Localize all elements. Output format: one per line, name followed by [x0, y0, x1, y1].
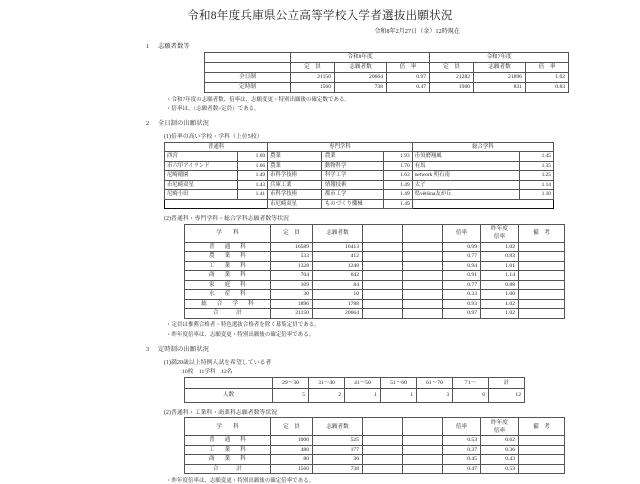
age-distribution-table — [184, 377, 525, 403]
table-row — [185, 455, 565, 465]
sogo-ratio: 1.45 — [520, 152, 554, 162]
futsu-school: 尼崎稲園 — [165, 171, 238, 181]
row-label-ninzu: 人数 — [185, 388, 273, 402]
col-teiin-previous: 定 員 — [430, 63, 474, 73]
sogo-school: 市須磨翔風 — [412, 152, 520, 162]
col-bairitsu: 倍率 — [443, 224, 481, 242]
cell-blank-1 — [363, 309, 403, 319]
empty-cell — [412, 199, 520, 209]
cell-shigan: 10 — [313, 290, 363, 300]
cell-bairitsu: 0.77 — [443, 280, 481, 290]
cell-count-29-30: 5 — [273, 388, 309, 402]
senmon-school: 兵庫工業 — [268, 180, 322, 190]
section-2-heading — [146, 118, 640, 127]
cell-teiin-prev: 21282 — [430, 73, 474, 83]
futsu-ratio: 1.49 — [237, 171, 267, 181]
empty-cell — [165, 199, 238, 209]
cell-last-bairitsu: 1.02 — [481, 242, 519, 252]
row-gakka: 工 業 科 — [185, 445, 271, 455]
cell-shigan: 16413 — [313, 242, 363, 252]
section-3-title: 定時制の出願状況 — [158, 345, 210, 353]
cell-shigan: 20664 — [335, 73, 387, 83]
table-row — [185, 290, 565, 300]
table-row — [205, 73, 569, 83]
col-shigan: 志願者数 — [313, 224, 363, 242]
col-age-total: 計 — [489, 377, 525, 388]
section-3-number: 3 — [146, 345, 150, 353]
row-gakka: 工 業 科 — [185, 261, 271, 271]
section-2-note-2: ・昨年度倍率は、志願変更・特別出願後の確定倍率である。 — [166, 331, 315, 338]
cell-bairitsu-prev: 1.02 — [526, 73, 569, 83]
table-row — [185, 436, 565, 446]
table-row — [185, 299, 565, 309]
cell-shigan: 177 — [313, 445, 363, 455]
col-age-31-40: 31～40 — [309, 377, 345, 388]
cell-last-bairitsu: 0.62 — [481, 436, 519, 446]
col-last-bairitsu — [481, 418, 519, 436]
table-total-row — [185, 464, 565, 474]
sogo-school: 太子 — [412, 180, 520, 190]
row-label-teiji: 定時制 — [205, 83, 291, 93]
cell-blank-2 — [403, 242, 443, 252]
cell-biko — [519, 445, 565, 455]
cell-shigan: 1248 — [313, 261, 363, 271]
row-gakka: 普 通 科 — [185, 242, 271, 252]
row-gakka: 家 庭 科 — [185, 280, 271, 290]
senmon-dept: 農業 — [321, 152, 383, 162]
top-ratio-schools-table — [164, 142, 554, 210]
table-row — [165, 152, 554, 162]
table-header-row — [185, 418, 565, 436]
cell-blank-1 — [363, 261, 403, 271]
col-gakka: 学 科 — [185, 418, 271, 436]
cell-blank-2 — [403, 252, 443, 262]
cell-teiin: 1560 — [291, 83, 335, 93]
senmon-school: 市科学技術 — [268, 171, 322, 181]
cell-bairitsu: 0.33 — [443, 290, 481, 300]
table-row — [185, 261, 565, 271]
cell-biko — [519, 242, 565, 252]
table-row — [165, 199, 554, 209]
futsu-ratio: 1.41 — [237, 190, 267, 200]
sogo-school: network 明石南 — [412, 171, 520, 181]
col-bairitsu-previous: 倍 率 — [526, 63, 569, 73]
cell-biko — [519, 271, 565, 281]
row-label-zennichi: 全日制 — [205, 73, 291, 83]
futsu-ratio: 1.43 — [237, 180, 267, 190]
table-row — [205, 83, 569, 93]
cell-shigan: 738 — [335, 83, 387, 93]
senmon-ratio: 1.49 — [383, 190, 412, 200]
table-total-row — [185, 309, 565, 319]
table-header-row — [165, 142, 554, 152]
cell-blank-2 — [403, 290, 443, 300]
col-age-29-30: 29～30 — [273, 377, 309, 388]
group-header-sogo: 総合学科 — [412, 142, 553, 152]
senmon-ratio: 1.49 — [383, 199, 412, 209]
col-age-61-70: 61～70 — [417, 377, 453, 388]
cell-count-61-70: 3 — [417, 388, 453, 402]
col-age-71-plus: 71～ — [453, 377, 489, 388]
senmon-dept: 科学工学 — [321, 171, 383, 181]
col-teiin: 定 員 — [271, 224, 313, 242]
sogo-school: 県většina友が丘 — [412, 190, 520, 200]
table-row — [165, 180, 554, 190]
section-2-sub1-heading: (1)倍率の高い学校・学科（上位5校） — [164, 134, 263, 140]
cell-blank-1 — [363, 436, 403, 446]
table-row — [165, 171, 554, 181]
cell-teiin: 30 — [271, 290, 313, 300]
cell-shigan-prev: 831 — [474, 83, 526, 93]
corner-cell — [185, 377, 273, 388]
cell-last-bairitsu: 0.88 — [481, 280, 519, 290]
table-row — [185, 388, 525, 402]
col-bairitsu: 倍率 — [443, 418, 481, 436]
sogo-ratio: 1.35 — [520, 161, 554, 171]
cell-bairitsu: 0.47 — [387, 83, 430, 93]
cell-teiin: 21150 — [291, 73, 335, 83]
cell-count-71-plus: 0 — [453, 388, 489, 402]
cell-bairitsu: 0.94 — [443, 261, 481, 271]
department-stats-table — [184, 224, 565, 319]
row-gakka: 総 合 学 科 — [185, 299, 271, 309]
col-blank-1 — [363, 224, 403, 242]
futsu-school: 市尼崎双星 — [165, 180, 238, 190]
cell-blank-2 — [403, 455, 443, 465]
cell-bairitsu: 0.97 — [387, 73, 430, 83]
section-1-title: 志願者数等 — [158, 43, 190, 50]
cell-shigan: 525 — [313, 436, 363, 446]
cell-teiin: 1896 — [271, 299, 313, 309]
cell-bairitsu-total: 0.47 — [443, 464, 481, 474]
section-2-number: 2 — [146, 120, 150, 127]
corner-cell — [205, 53, 291, 63]
cell-blank-1 — [363, 445, 403, 455]
section-3-sub1-heading: (1)満20歳以上特例入試を希望している者 — [164, 359, 272, 366]
col-last-bairitsu-line1: 昨年度 — [491, 226, 508, 232]
cell-count-41-50: 1 — [345, 388, 381, 402]
cell-bairitsu: 0.99 — [443, 242, 481, 252]
cell-blank-2 — [403, 464, 443, 474]
cell-blank-1 — [363, 271, 403, 281]
cell-bairitsu: 0.91 — [443, 271, 481, 281]
sogo-school: 有馬 — [412, 161, 520, 171]
section-1-note-2: ・倍率は、（志願者数÷定員）である。 — [166, 106, 260, 112]
futsu-ratio: 1.69 — [237, 152, 267, 162]
cell-blank-2 — [403, 445, 443, 455]
senmon-ratio: 1.93 — [383, 152, 412, 162]
cell-last-bairitsu: 1.02 — [481, 299, 519, 309]
col-teiin: 定 員 — [271, 418, 313, 436]
year-current-header: 令和8年度 — [291, 53, 430, 63]
cell-biko — [519, 252, 565, 262]
cell-count-31-40: 2 — [309, 388, 345, 402]
cell-teiin: 533 — [271, 252, 313, 262]
col-teiin-current: 定 員 — [291, 63, 335, 73]
cell-biko — [519, 290, 565, 300]
year-previous-header: 令和7年度 — [430, 53, 569, 63]
col-blank-1 — [363, 418, 403, 436]
section-3-heading — [146, 344, 640, 353]
cell-teiin: 109 — [271, 280, 313, 290]
cell-blank-2 — [403, 436, 443, 446]
sogo-ratio: 1.10 — [520, 190, 554, 200]
col-biko: 備 考 — [519, 224, 565, 242]
cell-teiin: 16589 — [271, 242, 313, 252]
cell-count-51-60: 1 — [381, 388, 417, 402]
cell-shigan-prev: 21896 — [474, 73, 526, 83]
col-shigan: 志願者数 — [313, 418, 363, 436]
sogo-ratio: 1.14 — [520, 180, 554, 190]
col-shigan-previous: 志願者数 — [474, 63, 526, 73]
senmon-school: 市科学技術 — [268, 190, 322, 200]
senmon-school: 農業 — [268, 152, 322, 162]
cell-blank-1 — [363, 299, 403, 309]
col-gakka: 学 科 — [185, 224, 271, 242]
row-gakka: 商 業 科 — [185, 271, 271, 281]
col-biko: 備 考 — [519, 418, 565, 436]
cell-bairitsu: 0.45 — [443, 455, 481, 465]
cell-blank-1 — [363, 280, 403, 290]
section-1-number: 1 — [146, 43, 150, 50]
cell-teiin-total: 21150 — [271, 309, 313, 319]
table-row — [185, 271, 565, 281]
table-row — [185, 242, 565, 252]
cell-blank-2 — [403, 271, 443, 281]
cell-bairitsu-total: 0.97 — [443, 309, 481, 319]
row-gakka-total: 合 計 — [185, 309, 271, 319]
cell-teiin: 1328 — [271, 261, 313, 271]
section-3-sub2-heading: (2)普通科・工業科・商業科志願者数等状況 — [164, 409, 278, 416]
cell-blank-1 — [363, 290, 403, 300]
group-header-futsu: 普通科 — [165, 142, 268, 152]
cell-last-bairitsu-total: 0.53 — [481, 464, 519, 474]
cell-bairitsu: 0.77 — [443, 252, 481, 262]
cell-last-bairitsu: 1.14 — [481, 271, 519, 281]
table-subheader-row — [205, 63, 569, 73]
table-header-row — [185, 224, 565, 242]
cell-teiin: 1000 — [271, 436, 313, 446]
section-2-note-1: ・定員は推薦合格者・特色選抜合格者を除く募集定員である。 — [166, 322, 320, 328]
col-last-bairitsu — [481, 224, 519, 242]
empty-cell — [520, 199, 554, 209]
cell-biko — [519, 309, 565, 319]
col-blank-2 — [403, 224, 443, 242]
cell-biko — [519, 280, 565, 290]
cell-last-bairitsu: 0.36 — [481, 445, 519, 455]
col-last-bairitsu-line1: 昨年度 — [491, 419, 508, 426]
table-row — [165, 190, 554, 200]
cell-last-bairitsu-total: 1.02 — [481, 309, 519, 319]
row-gakka: 水 産 科 — [185, 290, 271, 300]
senmon-ratio: 1.70 — [383, 161, 412, 171]
table-row — [185, 280, 565, 290]
cell-teiin-prev: 1960 — [430, 83, 474, 93]
cell-blank-1 — [363, 455, 403, 465]
section-1-heading — [146, 41, 640, 50]
col-blank-2 — [403, 418, 443, 436]
senmon-school: 市尼崎双星 — [268, 199, 322, 209]
cell-biko — [519, 299, 565, 309]
cell-blank-2 — [403, 299, 443, 309]
cell-blank-2 — [403, 261, 443, 271]
futsu-ratio: 1.66 — [237, 161, 267, 171]
table-row — [165, 161, 554, 171]
row-gakka: 商 業 科 — [185, 455, 271, 465]
col-last-bairitsu-line2: 倍率 — [493, 427, 506, 434]
cell-bairitsu: 0.93 — [443, 299, 481, 309]
cell-shigan: 36 — [313, 455, 363, 465]
section-3-sub1-note: 10校 11学科 12名 — [182, 369, 233, 375]
row-gakka: 農 業 科 — [185, 252, 271, 262]
cell-blank-2 — [403, 280, 443, 290]
cell-last-bairitsu: 0.83 — [481, 252, 519, 262]
senmon-dept: 動物科学 — [321, 161, 383, 171]
cell-biko — [519, 455, 565, 465]
cell-last-bairitsu: 1.01 — [481, 261, 519, 271]
cell-shigan: 84 — [313, 280, 363, 290]
sogo-ratio: 1.25 — [520, 171, 554, 181]
row-gakka: 普 通 科 — [185, 436, 271, 446]
section-1-note-1: ・令和7年度の志願者数、倍率は、志願変更・特別出願後の確定数である。 — [166, 96, 350, 103]
cell-biko — [519, 261, 565, 271]
cell-biko — [519, 436, 565, 446]
cell-shigan-total: 738 — [313, 464, 363, 474]
cell-shigan: 412 — [313, 252, 363, 262]
cell-blank-1 — [363, 252, 403, 262]
table-header-row — [185, 377, 525, 388]
cell-shigan: 642 — [313, 271, 363, 281]
table-row — [185, 445, 565, 455]
section-1 — [146, 41, 640, 112]
table-row — [185, 252, 565, 262]
cell-shigan: 1788 — [313, 299, 363, 309]
cell-last-bairitsu: 1.00 — [481, 290, 519, 300]
col-bairitsu-current: 倍 率 — [387, 63, 430, 73]
cell-teiin-total: 1560 — [271, 464, 313, 474]
futsu-school: 西宮 — [165, 152, 238, 162]
col-shigan-current: 志願者数 — [335, 63, 387, 73]
applicants-summary-table — [204, 52, 569, 93]
cell-blank-1 — [363, 242, 403, 252]
senmon-dept: ものづくり機械 — [321, 199, 383, 209]
cell-shigan-total: 20664 — [313, 309, 363, 319]
page-title: 令和8年度兵庫県公立高等学校入学者選抜出願状況 — [187, 10, 453, 22]
futsu-school: 尼崎小田 — [165, 190, 238, 200]
group-header-senmon: 専門学科 — [268, 142, 413, 152]
cell-teiin: 80 — [271, 455, 313, 465]
empty-cell — [237, 199, 267, 209]
section-3 — [146, 344, 640, 484]
corner-cell-2 — [205, 63, 291, 73]
cell-last-bairitsu: 0.43 — [481, 455, 519, 465]
cell-blank-2 — [403, 309, 443, 319]
senmon-dept: 都市工学 — [321, 190, 383, 200]
cell-blank-1 — [363, 464, 403, 474]
col-last-bairitsu-line2: 倍率 — [493, 234, 506, 240]
senmon-school: 農業 — [268, 161, 322, 171]
col-age-51-60: 51～60 — [381, 377, 417, 388]
senmon-ratio: 1.63 — [383, 171, 412, 181]
section-2 — [146, 118, 640, 338]
senmon-dept: 情報技術 — [321, 180, 383, 190]
cell-bairitsu: 0.53 — [443, 436, 481, 446]
cell-bairitsu-prev: 0.83 — [526, 83, 569, 93]
section-2-title: 全日制の出願状況 — [158, 120, 210, 127]
cell-teiin: 480 — [271, 445, 313, 455]
section-2-sub2-heading: (2)普通科・専門学科・総合学科志願者数等状況 — [164, 216, 289, 222]
futsu-school: 市六甲アイランド — [165, 161, 238, 171]
section-3-note-1: ・昨年度倍率は、志願変更・特別出願後の確定倍率である。 — [166, 477, 315, 484]
cell-biko — [519, 464, 565, 474]
table-header-row — [205, 53, 569, 63]
cell-teiin: 704 — [271, 271, 313, 281]
senmon-ratio: 1.49 — [383, 180, 412, 190]
as-of-timestamp: 令和8年2月27日（金）12時現在 — [374, 29, 460, 35]
cell-bairitsu: 0.37 — [443, 445, 481, 455]
row-gakka-total: 合 計 — [185, 464, 271, 474]
col-age-41-50: 41～50 — [345, 377, 381, 388]
cell-count-total: 12 — [489, 388, 525, 402]
